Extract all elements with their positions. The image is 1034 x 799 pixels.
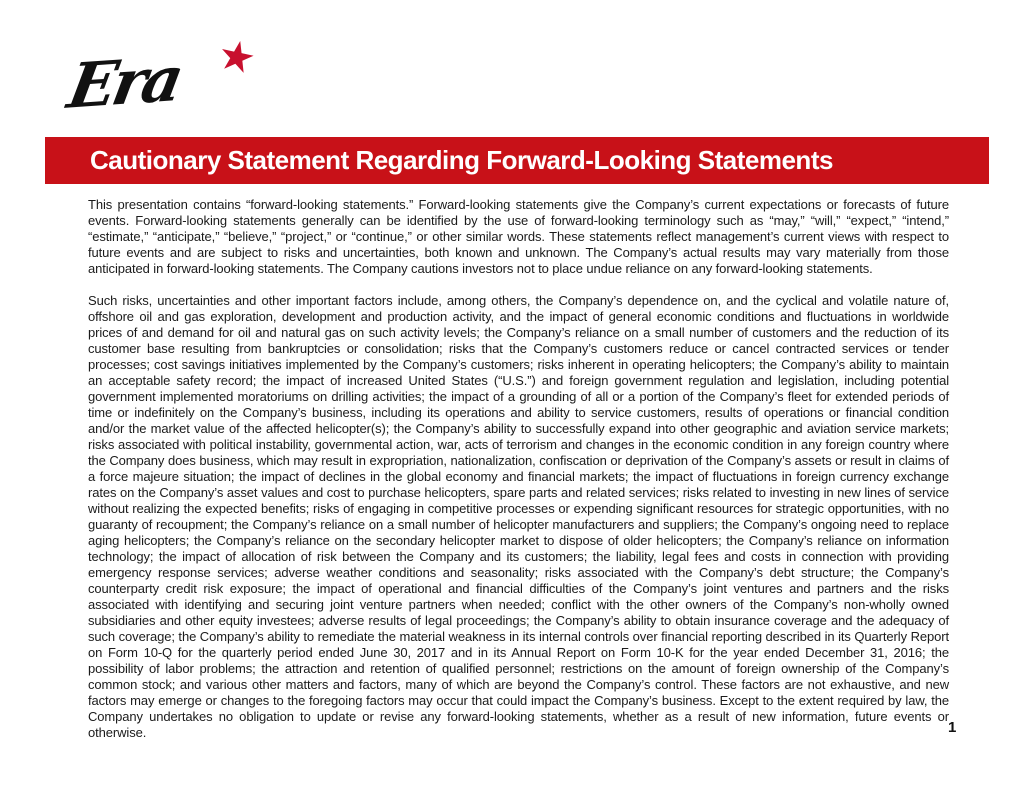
disclaimer-paragraph-2: Such risks, uncertainties and other important factors include, among others, the Company’s dependence on, and the cyclical and volatile nature of, offshore oil and gas exploration, development and production activity, and the impact of general economic conditions and fluctuations in worldwide prices of and demand for oil and natural gas on such activity levels; the Company’s reliance on a small number of customers and the reduction of its customer base resulting from bankruptcies or consolidation; risks that the Company’s customers reduce or cancel contracted services or tender processes; cost savings initiatives implemented by the Company’s customers; risks inherent in operating helicopters; the Company’s ability to maintain an acceptable safety record; the impact of increased United States (“U.S.”) and foreign government regulation and legislation, including potential government implemented moratoriums on drilling activities; the impact of a grounding of all or a portion of the Company’s fleet for extended periods of time or indefinitely on the Company’s business, including its operations and ability to service customers, results of operations or financial condition and/or the market value of the affected helicopter(s); the Company’s ability to successfully expand into other geographic and aviation service markets; risks associated with political instability, governmental action, war, acts of terrorism and changes in the economic condition in any foreign country where the Company does business, which may result in expropriation, nationalization, confiscation or deprivation of the Company’s assets or result in claims of a force majeure situation; the impact of declines in the global economy and financial markets; the impact of fluctuations in foreign currency exchange rates on the Company’s asset values and cost to purchase helicopters, spare parts and related services; risks related to investing in new lines of service without realizing the expected benefits; risks of engaging in competitive processes or expending significant resources for strategic opportunities, with no guaranty of recoupment; the Company’s reliance on a small number of helicopter manufacturers and suppliers; the Company’s ongoing need to replace aging helicopters; the Company’s reliance on the secondary helicopter market to dispose of older helicopters; the Company’s reliance on information technology; the impact of allocation of risk between the Company and its customers; the liability, legal fees and costs in connection with providing emergency response services; adverse weather conditions and seasonality; risks associated with the Company’s debt structure; the Company’s counterparty credit risk exposure; the impact of operational and financial difficulties of the Company’s joint ventures and partners and the risks associated with identifying and securing joint venture partners when needed; conflict with the other owners of the Company’s non-wholly owned subsidiaries and other equity investees; adverse results of legal proceedings; the Company’s ability to obtain insurance coverage and the adequacy of such coverage; the Company’s ability to remediate the material weakness in its internal controls over financial reporting described in its Quarterly Report on Form 10-Q for the quarterly period ended June 30, 2017 and in its Annual Report on Form 10-K for the year ended December 31, 2016; the possibility of labor problems; the attraction and retention of qualified personnel; restrictions on the amount of foreign ownership of the Company’s common stock; and various other matters and factors, many of which are beyond the Company’s control. These factors are not exhaustive, and new factors may emerge or changes to the foregoing factors may occur that could impact the Company’s business. Except to the extent required by law, the Company undertakes no obligation to update or revise any forward-looking statements, whether as a result of new information, future events or otherwise. xyxy=(88,293,949,740)
page-number: 1 xyxy=(948,719,957,736)
era-logo-text: Era xyxy=(62,42,186,123)
slide-title: Cautionary Statement Regarding Forward-Looking Statements xyxy=(90,145,833,175)
disclaimer-paragraph-1: This presentation contains “forward-looking statements.” Forward-looking statements give the Company’s current expectations or forecasts of future events. Forward-looking statements generally can be identified by the use of forward-looking terminology such as “may,” “will,” “expect,” “intend,” “estimate,” “anticipate,” “believe,” “project,” or “continue,” or other similar words. These statements reflect management’s current views with respect to future events and are subject to risks and uncertainties, both known and unknown. The Company’s actual results may vary materially from those anticipated in forward-looking statements. The Company cautions investors not to place undue reliance on any forward-looking statements. xyxy=(88,197,949,276)
title-banner xyxy=(45,137,989,184)
era-logo xyxy=(62,29,261,128)
star-icon: ★ xyxy=(213,29,261,84)
disclaimer-text xyxy=(88,197,949,741)
